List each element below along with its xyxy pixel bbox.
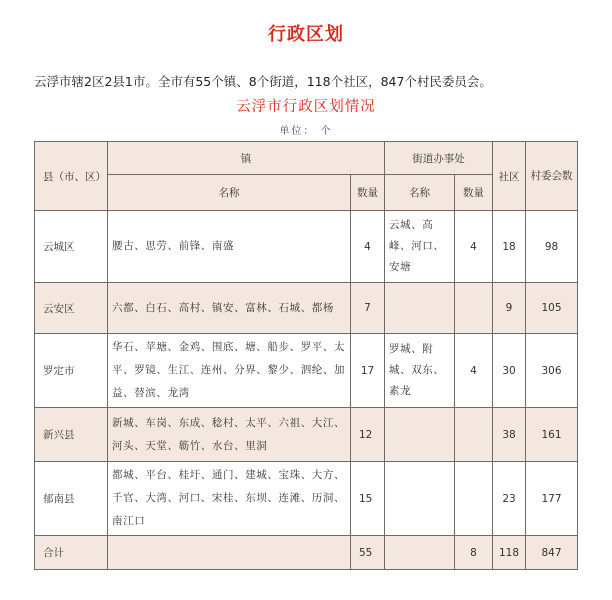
community-count: 38 [493, 408, 526, 462]
header-street-name: 名称 [385, 175, 455, 211]
village-count: 306 [526, 334, 578, 408]
county-name: 云安区 [35, 283, 108, 334]
village-count: 98 [526, 211, 578, 283]
total-town-count: 55 [351, 536, 385, 570]
community-count: 9 [493, 283, 526, 334]
street-names: 罗城、附城、双东、素龙 [385, 334, 455, 408]
town-count: 15 [351, 462, 385, 536]
community-count: 18 [493, 211, 526, 283]
total-towns-blank [108, 536, 351, 570]
header-village: 村委会数 [526, 142, 578, 211]
street-names [385, 408, 455, 462]
total-community: 118 [493, 536, 526, 570]
street-count [455, 283, 493, 334]
street-count: 4 [455, 211, 493, 283]
street-count [455, 462, 493, 536]
street-count: 4 [455, 334, 493, 408]
town-count: 12 [351, 408, 385, 462]
table-row [35, 283, 578, 334]
community-count: 23 [493, 462, 526, 536]
page-title: 行政区划 [268, 24, 344, 45]
division-table [34, 141, 578, 570]
header-community: 社区 [493, 142, 526, 211]
county-name: 新兴县 [35, 408, 108, 462]
total-street-count: 8 [455, 536, 493, 570]
street-names [385, 462, 455, 536]
street-names: 云城、高峰、河口、安塘 [385, 211, 455, 283]
town-names: 华石、苹塘、金鸡、围底、塘、船步、罗平、太平、罗镜、生江、连州、分界、黎少、泗纶、加益、替滨、龙湾 [108, 334, 351, 408]
town-names: 六都、白石、高村、镇安、富林、石城、都杨 [108, 283, 351, 334]
total-row [35, 536, 578, 570]
total-village: 847 [526, 536, 578, 570]
header-town-name: 名称 [108, 175, 351, 211]
county-name: 云城区 [35, 211, 108, 283]
county-name: 郁南县 [35, 462, 108, 536]
table-title: 云浮市行政区划情况 [236, 99, 376, 115]
header-street-count: 数量 [455, 175, 493, 211]
header-town-count: 数量 [351, 175, 385, 211]
town-count: 4 [351, 211, 385, 283]
village-count: 105 [526, 283, 578, 334]
town-names: 新城、车岗、东成、稔村、太平、六祖、大江、河头、天堂、簕竹、水台、里洞 [108, 408, 351, 462]
community-count: 30 [493, 334, 526, 408]
total-streets-blank [385, 536, 455, 570]
header-county: 县（市、区） [35, 142, 108, 211]
village-count: 177 [526, 462, 578, 536]
table-row [35, 408, 578, 462]
header-street-group: 街道办事处 [385, 142, 493, 175]
table-row [35, 334, 578, 408]
intro-text: 云浮市辖2区2县1市。全市有55个镇、8个街道，118个社区，847个村民委员会。 [34, 74, 492, 89]
town-names: 都城、平台、桂圩、通门、建城、宝珠、大方、千官、大湾、河口、宋桂、东坝、连滩、历洞、南江口 [108, 462, 351, 536]
town-count: 7 [351, 283, 385, 334]
total-label: 合计 [35, 536, 108, 570]
table-row [35, 462, 578, 536]
street-count [455, 408, 493, 462]
village-count: 161 [526, 408, 578, 462]
street-names [385, 283, 455, 334]
town-names: 腰古、思劳、前锋、南盛 [108, 211, 351, 283]
unit-label: 单位： 个 [279, 126, 333, 137]
county-name: 罗定市 [35, 334, 108, 408]
header-town-group: 镇 [108, 142, 385, 175]
town-count: 17 [351, 334, 385, 408]
table-row [35, 211, 578, 283]
